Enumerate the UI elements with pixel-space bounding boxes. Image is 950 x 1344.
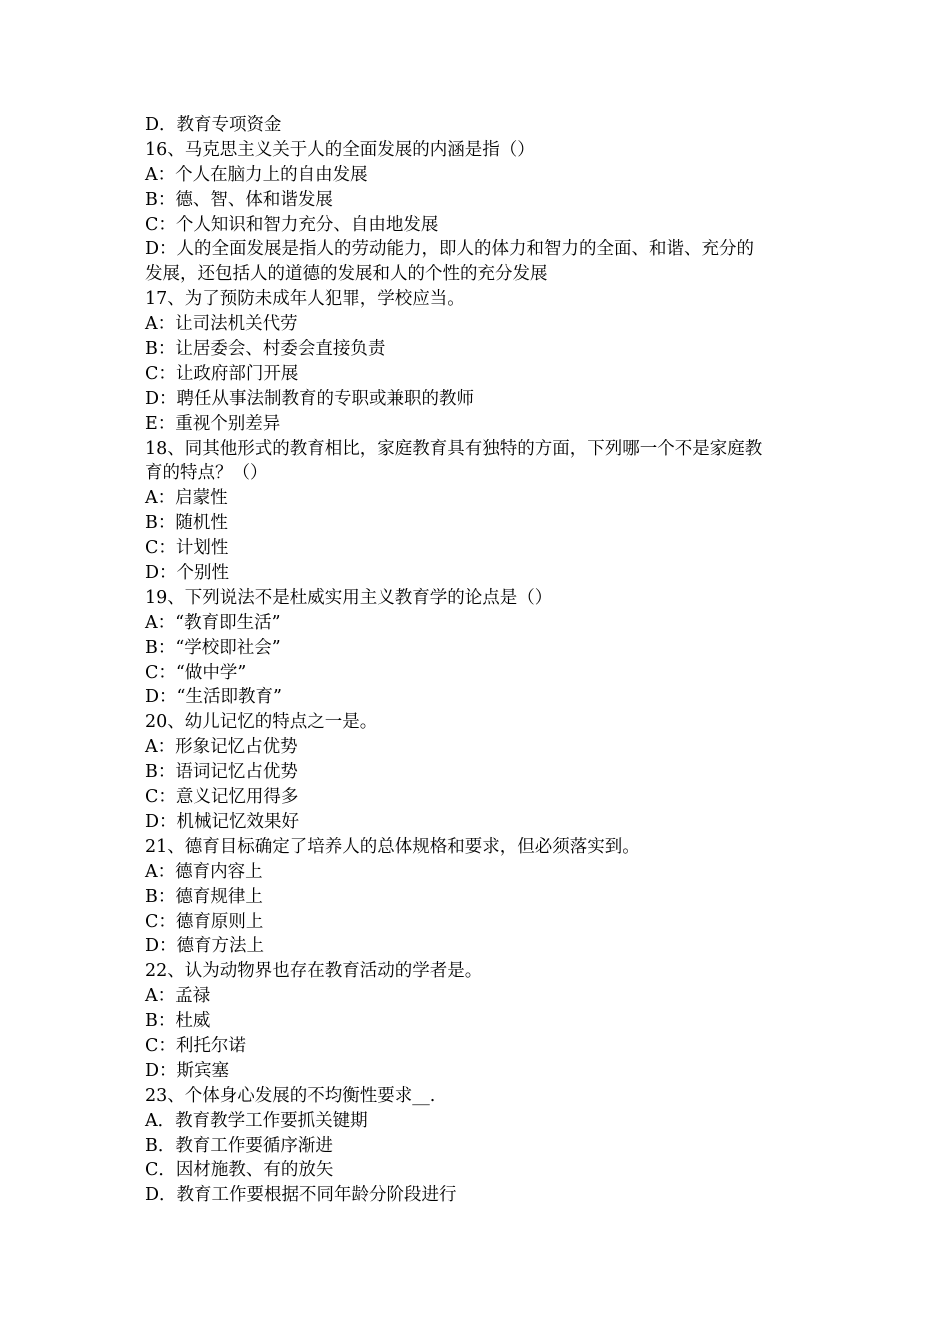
option-line: D：德育方法上 (145, 936, 265, 957)
question-20-title: 20、幼儿记忆的特点之一是。 (145, 712, 378, 733)
option-line: C：让政府部门开展 (145, 363, 299, 384)
option-line: C：计划性 (145, 538, 229, 559)
option-line: B：“学校即社会” (145, 637, 281, 658)
option-line: C：“做中学” (145, 662, 247, 683)
option-line: D：个别性 (145, 563, 230, 584)
option-line-continuation: 发展，还包括人的道德的发展和人的个性的充分发展 (145, 264, 548, 285)
question-21-title: 21、德育目标确定了培养人的总体规格和要求，但必须落实到。 (145, 836, 640, 857)
option-line: D：斯宾塞 (145, 1060, 230, 1081)
question-18-title-continuation: 育的特点？（） (145, 463, 268, 484)
option-line: A：让司法机关代劳 (145, 314, 298, 335)
option-line: E：重视个别差异 (145, 413, 281, 434)
option-line: C：个人知识和智力充分、自由地发展 (145, 214, 439, 235)
option-line: A：孟禄 (145, 986, 211, 1007)
option-line: D．教育工作要根据不同年龄分阶段进行 (145, 1185, 457, 1206)
question-19-title: 19、下列说法不是杜威实用主义教育学的论点是（） (145, 587, 553, 608)
option-line: B：让居委会、村委会直接负责 (145, 339, 386, 360)
option-line: D：人的全面发展是指人的劳动能力，即人的体力和智力的全面、和谐、充分的 (145, 239, 755, 260)
option-line: C：德育原则上 (145, 911, 264, 932)
option-line: A：“教育即生活” (145, 612, 281, 633)
option-line: A：德育内容上 (145, 861, 263, 882)
question-18-title: 18、同其他形式的教育相比，家庭教育具有独特的方面，下列哪一个不是家庭教 (145, 438, 763, 459)
option-line: B．教育工作要循序渐进 (145, 1135, 333, 1156)
question-16-title: 16、马克思主义关于人的全面发展的内涵是指（） (145, 139, 535, 160)
option-line: B：随机性 (145, 513, 228, 534)
option-line: A：个人在脑力上的自由发展 (145, 164, 368, 185)
option-line: D：机械记忆效果好 (145, 811, 300, 832)
option-line: A：启蒙性 (145, 488, 228, 509)
option-line: C：利托尔诺 (145, 1035, 246, 1056)
option-line: D：“生活即教育” (145, 687, 282, 708)
question-17-title: 17、为了预防未成年人犯罪，学校应当。 (145, 289, 465, 310)
option-line: B：杜威 (145, 1011, 211, 1032)
option-line: C．因材施教、有的放矢 (145, 1160, 334, 1181)
option-line: A．教育教学工作要抓关键期 (145, 1110, 368, 1131)
option-line: D．教育专项资金 (145, 115, 282, 135)
question-23-title: 23、个体身心发展的不均衡性要求__. (145, 1085, 436, 1106)
option-line: D：聘任从事法制教育的专职或兼职的教师 (145, 388, 475, 409)
option-line: C：意义记忆用得多 (145, 787, 299, 808)
option-line: B：德、智、体和谐发展 (145, 189, 333, 210)
option-line: A：形象记忆占优势 (145, 737, 298, 758)
question-22-title: 22、认为动物界也存在教育活动的学者是。 (145, 961, 483, 982)
option-line: B：德育规律上 (145, 886, 263, 907)
option-line: B：语词记忆占优势 (145, 762, 298, 783)
document-body (145, 113, 813, 1208)
